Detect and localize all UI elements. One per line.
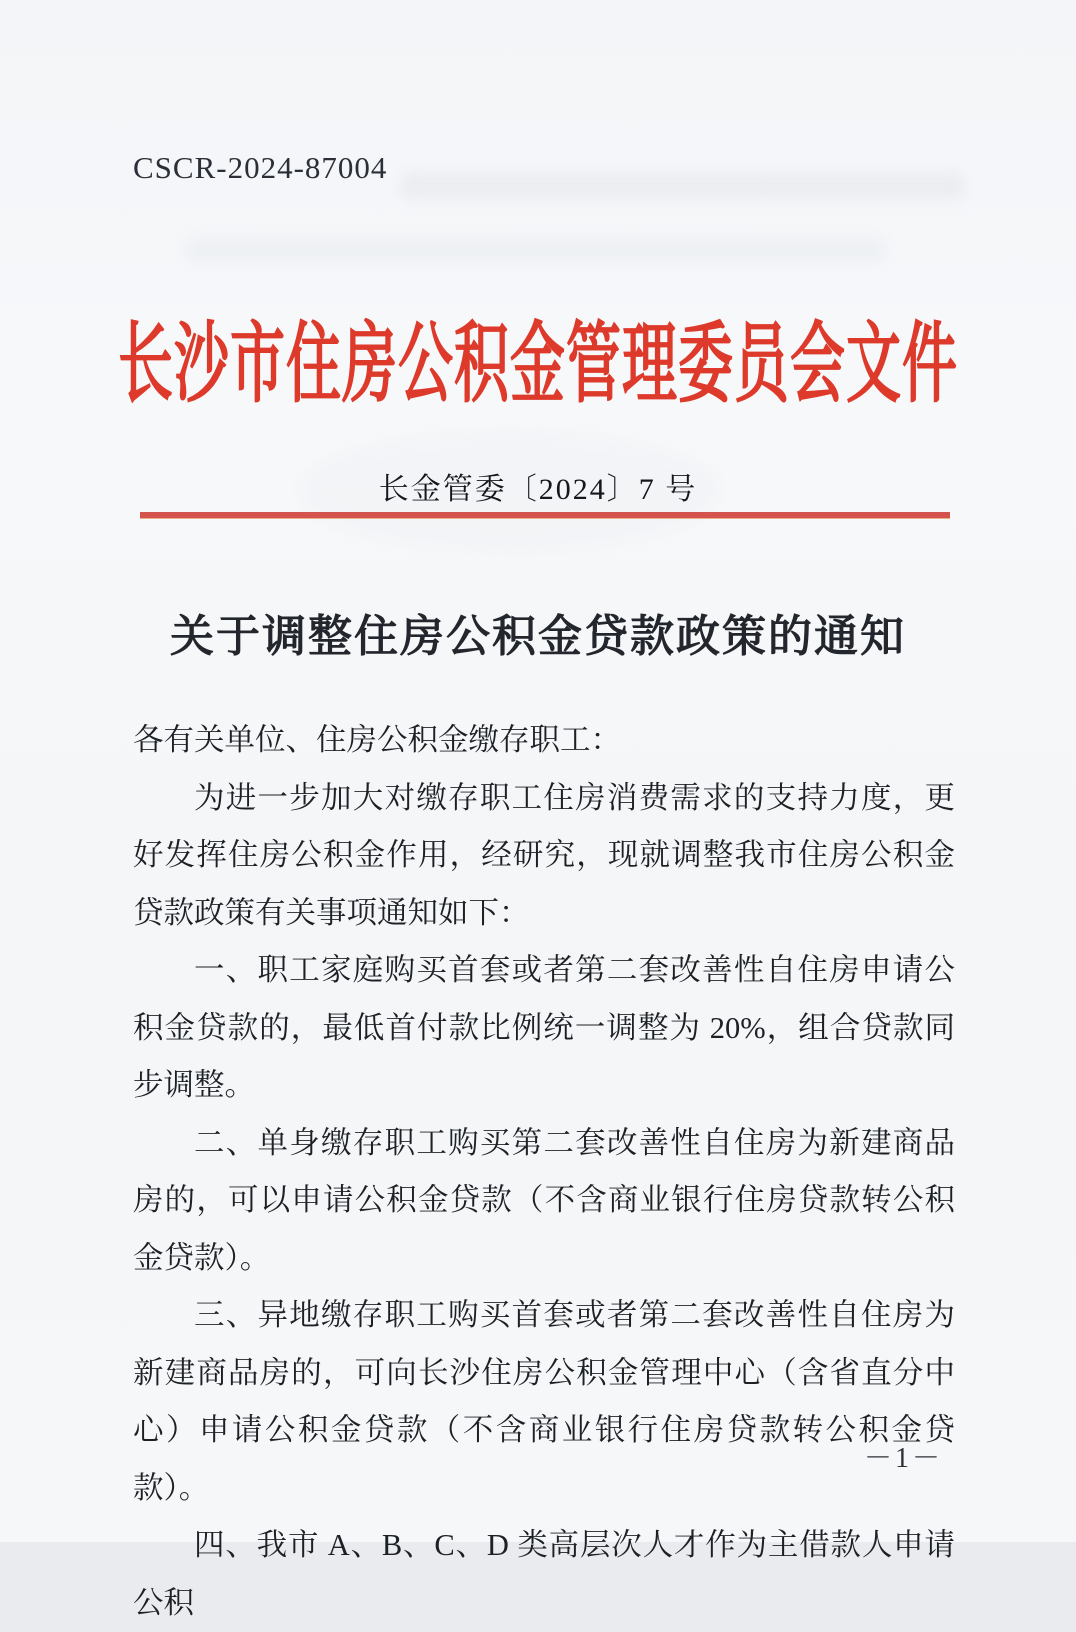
notice-body: [133, 712, 955, 1632]
header-divider-rule: [140, 512, 950, 519]
bleedthrough-mark: [400, 172, 965, 200]
body-paragraph-item-1: 一、职工家庭购买首套或者第二套改善性自住房申请公积金贷款的，最低首付款比例统一调整为 20%，组合贷款同步调整。: [133, 953, 955, 1102]
body-paragraph-item-3: 三、异地缴存职工购买首套或者第二套改善性自住房为新建商品房的，可向长沙住房公积金管理中心（含省直分中心）申请公积金贷款（不含商业银行住房贷款转公积金贷款）。: [133, 1298, 955, 1505]
document-code: CSCR-2024-87004: [133, 150, 388, 185]
notice-title: 关于调整住房公积金贷款政策的通知: [170, 612, 906, 661]
salutation-line: 各有关单位、住房公积金缴存职工：: [133, 723, 621, 757]
page-number: －1－: [863, 1443, 943, 1474]
body-paragraph-item-4: 四、我市 A、B、C、D 类高层次人才作为主借款人申请公积: [133, 1528, 955, 1620]
bleedthrough-mark: [185, 238, 885, 262]
issuing-organization-title: 长沙市住房公积金管理委员会文件: [117, 315, 958, 413]
document-reference-number: 长金管委〔2024〕7 号: [378, 473, 698, 506]
body-paragraph-item-2: 二、单身缴存职工购买第二套改善性自住房为新建商品房的，可以申请公积金贷款（不含商业银行住房贷款转公积金贷款）。: [133, 1125, 955, 1275]
body-paragraph: 为进一步加大对缴存职工住房消费需求的支持力度，更好发挥住房公积金作用，经研究，现就调整我市住房公积金贷款政策有关事项通知如下：: [133, 780, 955, 930]
